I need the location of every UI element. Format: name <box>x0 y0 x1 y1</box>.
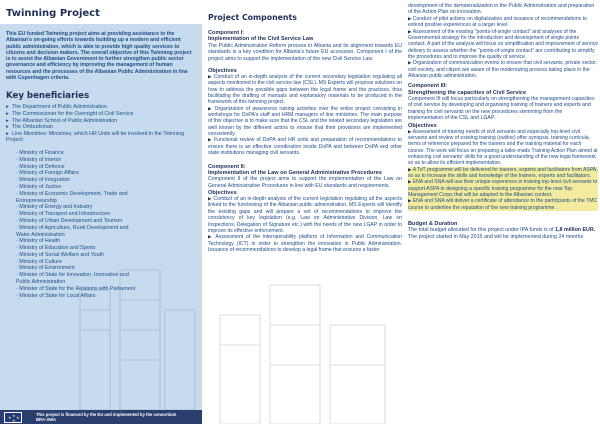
list-item: Entrepreneurship <box>16 197 57 204</box>
left-header <box>0 0 202 24</box>
left-sidebar <box>0 0 202 424</box>
list-item: ▶ Organization of awareness raising activities over the entire project consisting in workshops for DoPA's staff and HRM managers of line ministries. The main purpose of this objective is to make sure that the CSL and the related secondary legislation are well known by the different actors to ensure that their provisions are implemented consistently. <box>208 105 402 138</box>
highlighted-objectives <box>408 167 598 211</box>
bullet-arrow-icon: ▶ <box>408 179 413 185</box>
bullet-arrow-icon: ▶ <box>408 15 413 21</box>
list-item: · Ministry of Interior <box>16 156 62 163</box>
bullet-arrow-icon: ▶ <box>408 166 413 172</box>
list-item: ▶ Assessment of training needs of civil servants and especially top-level civil servants and review of existing training (outline) offer synopsis, training curricula, terms of reference prepared for the trainers and the training material for each course. The work will focus on preparing a tailor-made Training Action Plan aimed at enhancing civil servants' skills for a good understanding of the new legal framework so as to allow its efficient implementation. <box>408 128 598 167</box>
bullet-arrow-icon: ▶ <box>408 28 413 34</box>
project-intro: This EU funded Twinning project aims at providing assistance to the Albanian's on-going efforts towards building up a modern and efficient public administration, which is able to provide high quality services to citizens and decision makers. The overall objective of this Twinning project is to assist the Albanian Government to further strengthen public sector governance and efficiency by improving the management of human resources and the processes of the Albanian Public Administration in line with Copenhagen criteria. <box>6 31 192 82</box>
list-item: ▶ Assessment of the interoperability platform of Information and Communication Technology (ICT) in order to strengthen the innovation in Public Administration. Issuance of recommendations to develop a legal frame that ensures a faster <box>208 234 402 253</box>
bullet-arrow-icon: ▶ <box>208 196 214 202</box>
list-item: ▶ Assessment of the existing "points-of-single contact" and analyses of the Governmental strategy for the introduction and development of single points contact. A part of the analysis will focus on simplification and improvement of service delivery to assess whether the "points-of-single contact" are contributing to simplify the procedures and to improve the quality of service. <box>408 28 598 60</box>
continued-text: development of the dematerialization in the Public Administration and preparation of the Action Plan on innovation. <box>408 3 595 16</box>
project-title: Twinning Project <box>6 8 100 19</box>
list-item: ▸ The Department of Public Administration <box>6 104 107 111</box>
list-item: · Minister of State for the Relations with Parliament <box>16 285 136 292</box>
list-item: Water Administration <box>16 231 65 238</box>
list-item: · Ministry of Environment <box>16 265 75 272</box>
list-item: · Ministry of Agriculture, Rural Development and <box>16 224 129 231</box>
project-components-title: Project Components <box>208 13 297 22</box>
arrow-icon: ▸ <box>6 117 9 124</box>
list-item: ▸ Line Ministries: Ministries, which HR Units will be involved in the Twinning Project: <box>6 130 185 144</box>
component-2-heading: Component II: Implementation of the Law on General Administrative Procedures <box>208 163 382 176</box>
arrow-icon: ▸ <box>6 130 9 137</box>
arrow-icon: ▸ <box>6 124 9 131</box>
eu-funding-text: This project is financed by the EU and implemented by the consortium BRA-SWA <box>36 412 177 422</box>
list-item: · Minister of State for Local Affairs <box>16 292 96 299</box>
bullet-arrow-icon: ▶ <box>208 105 215 111</box>
list-item: ▶ ENA and SNA will use their unique experience in training top-level civil servants to support ASPA in designing a specific training programme for the new Top Management Corps that will be adapted to the Albanian context. <box>408 179 598 199</box>
component-2-text: Component II of the project aims to support the implementation of the Law on General Administrative Procedures in line with EU standards and requirements. <box>208 176 402 189</box>
list-item: · Ministry of Education and Sports <box>16 245 96 252</box>
objectives-label: Objectives <box>208 190 237 197</box>
beneficiaries-list <box>0 104 202 144</box>
component-3-heading: Component III: Strengthening the capacities of Civil Service <box>408 83 527 96</box>
list-item: · Ministry of Energy and Industry <box>16 204 93 211</box>
bullet-arrow-icon: ▶ <box>208 74 214 80</box>
component-1-text: The Public Administration Reform process in Albania and its alignment towards EU standards is a key condition for Albania's future EU accession. Component I of the project aims to support the implementation of the new Civil Service Law. <box>208 42 402 62</box>
bullet-arrow-icon: ▶ <box>208 137 215 143</box>
budget-title: Budget & Duration <box>408 221 458 228</box>
arrow-icon: ▸ <box>6 104 9 111</box>
arrow-icon: ▸ <box>6 110 9 117</box>
eu-funding-bar <box>0 410 202 424</box>
bullet-arrow-icon: ▶ <box>408 128 413 134</box>
bullet-arrow-icon: ▶ <box>408 198 413 204</box>
list-item: · Ministry of Finance <box>16 149 64 156</box>
list-item: ▸ The Commissioner for the Oversight of Civil Service <box>6 110 134 117</box>
list-item: · Ministry of Justice <box>16 183 62 190</box>
bullet-arrow-icon: ▶ <box>408 60 413 66</box>
list-item: · Ministry of Transport and Infrastructure <box>16 211 111 218</box>
component-3-text: Component III will focus particularly on strengthening the management capacities of civil service by developing and organising training of trainers and experts and training for civil servants on the new procedures stemming from the implementation of the CSL and LGAP. <box>408 96 595 122</box>
budget-amount: 1,8 million EUR. <box>555 227 596 234</box>
list-item: · Ministry of Social Welfare and Youth <box>16 251 104 258</box>
list-item: ▶ Organization of communication events to ensure that civil servants, private sector, civil society, and citizen are aware of the modernizing process taking place in the Albanian public administration. <box>408 60 598 79</box>
list-item: · Ministry of Defence <box>16 163 65 170</box>
list-item: · Ministry of Integration <box>16 177 70 184</box>
objectives-label: Objectives <box>408 122 437 129</box>
list-item: · Ministry of Economic Development, Trade and <box>16 190 128 197</box>
budget-text: The total budget allocated for this project under IPA funds is of 1,8 million EUR. The project started in May 2015 and will be implemented during 24 months <box>408 227 596 240</box>
list-item: ▸ The Ombudsman <box>6 124 53 131</box>
eu-flag-icon: ★ ★ ★ ★ <box>4 412 22 423</box>
list-item: · Ministry of Urban Development and Tourism <box>16 217 123 224</box>
list-item: Public Administration <box>16 279 66 286</box>
list-item: ▶ Conduct of an in-depth analysis of the current secondary legislation regulating all aspects mentioned in the civil service law (CSL). MS Experts will propose solutions on how to address the possible gaps between the legal frame and the practices, thus facilitating the drafting of manuals and explanatory materials to be produced in the framework of this twinning project. <box>208 74 402 106</box>
key-beneficiaries-title: Key beneficiaries <box>6 91 90 102</box>
list-item: ▶ ENA and SNA will deliver a certificate of attendance to the participants of the TMC course to underline the reputation of the new training programme. . <box>408 198 598 211</box>
objectives-label: Objectives <box>208 68 237 75</box>
list-item: ▶ A ToT programme will be delivered for trainers, experts and facilitators from ASPA, so as to increase the skills and knowledge of the trainers, experts and facilitators. <box>408 166 598 180</box>
list-item: · Ministry of Culture <box>16 258 62 265</box>
list-item: · Ministry of Health <box>16 238 61 245</box>
list-item: ▸ The Albanian School of Public Administration <box>6 117 118 124</box>
list-item: ▶ Functional review of DoPA and HR units and preparation of recommendations to ensure there is an effective coordination inside DoPA and between DoPA and other state institutions managing civil servants. <box>208 137 402 157</box>
list-item: ▶ Conduct of pilot actions on digitalization and issuance of recommendations to extend positive experiences at a larger level. <box>408 15 587 29</box>
list-item: ▶ Conduct of an in-depth analysis of the current legislation regulating all the aspects linked to the functioning of the Albanian public administration. MS Experts will identify the existing gaps and will prepare a set of recommendations to improve the consistency of key legislation (e.g. Law on Administrative Division, Law on Inspections, Delegation of Signature etc.) with the needs of the new LGAP in order to improve its effective enforcement. <box>208 196 402 234</box>
list-item: · Ministry of Foreign Affairs <box>16 170 79 177</box>
ministries-list <box>0 144 202 300</box>
list-item: · Minister of State for Innovation, Innovation and <box>16 272 129 279</box>
right-column <box>408 0 598 424</box>
middle-column <box>208 0 402 424</box>
component-1-heading: Component I: Implementation of the Civil Service Law <box>208 30 314 43</box>
bullet-arrow-icon: ▶ <box>208 234 216 240</box>
